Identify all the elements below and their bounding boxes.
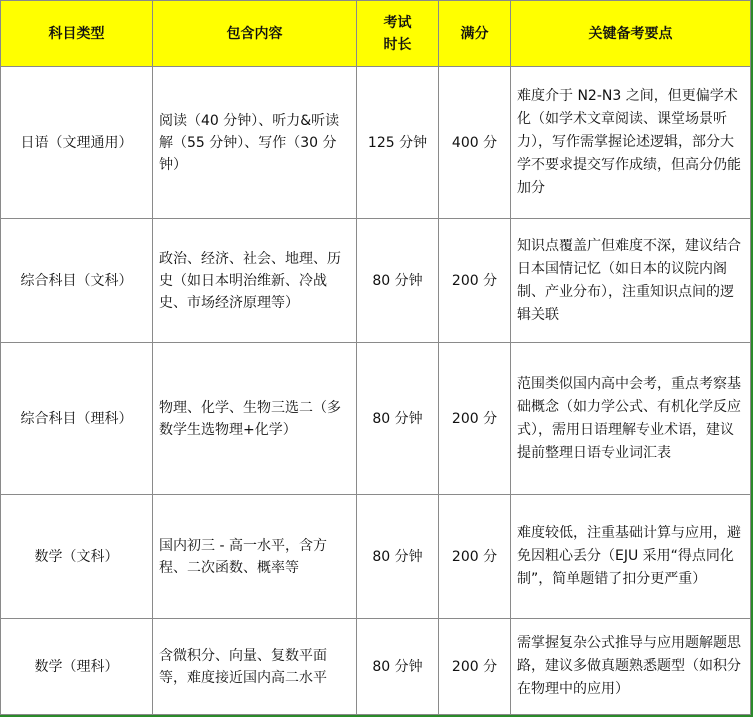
cell-keypoints: 难度介于 N2-N3 之间，但更偏学术化（如学术文章阅读、课堂场景听力），写作需掌握论述逻辑，部分大学不要求提交写作成绩，但高分仍能加分 xyxy=(511,67,751,219)
table-row xyxy=(1,619,751,715)
header-score: 满分 xyxy=(439,1,511,67)
cell-content-text: 阅读（40 分钟）、听力&听读解（55 分钟）、写作（30 分钟） xyxy=(159,112,340,173)
header-row xyxy=(1,1,751,67)
cell-duration: 80 分钟 xyxy=(357,343,439,495)
cell-keypoints: 知识点覆盖广但难度不深，建议结合日本国情记忆（如日本的议院内阁制、产业分布），注重知识点间的逻辑关联 xyxy=(511,219,751,343)
table-row xyxy=(1,495,751,619)
table-row xyxy=(1,343,751,495)
table-row xyxy=(1,219,751,343)
cell-content: 含微积分、向量、复数平面等，难度接近国内高二水平 xyxy=(153,619,357,715)
header-duration-line2: 时长 xyxy=(383,36,412,53)
cell-score: 400 分 xyxy=(439,67,511,219)
cell-content: 政治、经济、社会、地理、历史（如日本明治维新、冷战史、市场经济原理等） xyxy=(153,219,357,343)
table-row xyxy=(1,67,751,219)
cell-keypoints: 难度较低，注重基础计算与应用，避免因粗心丢分（EJU 采用“得点同化制”，简单题错了扣分更严重） xyxy=(511,495,751,619)
cell-duration: 80 分钟 xyxy=(357,495,439,619)
cell-score: 200 分 xyxy=(439,219,511,343)
cell-type: 综合科目（文科） xyxy=(1,219,153,343)
header-type: 科目类型 xyxy=(1,1,153,67)
cell-score: 200 分 xyxy=(439,495,511,619)
cell-keypoints: 需掌握复杂公式推导与应用题解题思路，建议多做真题熟悉题型（如积分在物理中的应用） xyxy=(511,619,751,715)
cell-type: 综合科目（理科） xyxy=(1,343,153,495)
cell-duration: 80 分钟 xyxy=(357,619,439,715)
cell-score: 200 分 xyxy=(439,619,511,715)
cell-score: 200 分 xyxy=(439,343,511,495)
cell-type: 数学（理科） xyxy=(1,619,153,715)
cell-content xyxy=(153,67,357,219)
header-duration xyxy=(357,1,439,67)
cell-type: 数学（文科） xyxy=(1,495,153,619)
header-keypoints: 关键备考要点 xyxy=(511,1,751,67)
cell-content: 国内初三 - 高一水平，含方程、二次函数、概率等 xyxy=(153,495,357,619)
cell-duration: 125 分钟 xyxy=(357,67,439,219)
cell-content: 物理、化学、生物三选二（多数学生选物理+化学） xyxy=(153,343,357,495)
cell-type: 日语（文理通用） xyxy=(1,67,153,219)
cell-duration: 80 分钟 xyxy=(357,219,439,343)
header-content: 包含内容 xyxy=(153,1,357,67)
cell-keypoints: 范围类似国内高中会考，重点考察基础概念（如力学公式、有机化学反应式），需用日语理解专业术语，建议提前整理日语专业词汇表 xyxy=(511,343,751,495)
header-duration-line1: 考试 xyxy=(383,14,412,31)
